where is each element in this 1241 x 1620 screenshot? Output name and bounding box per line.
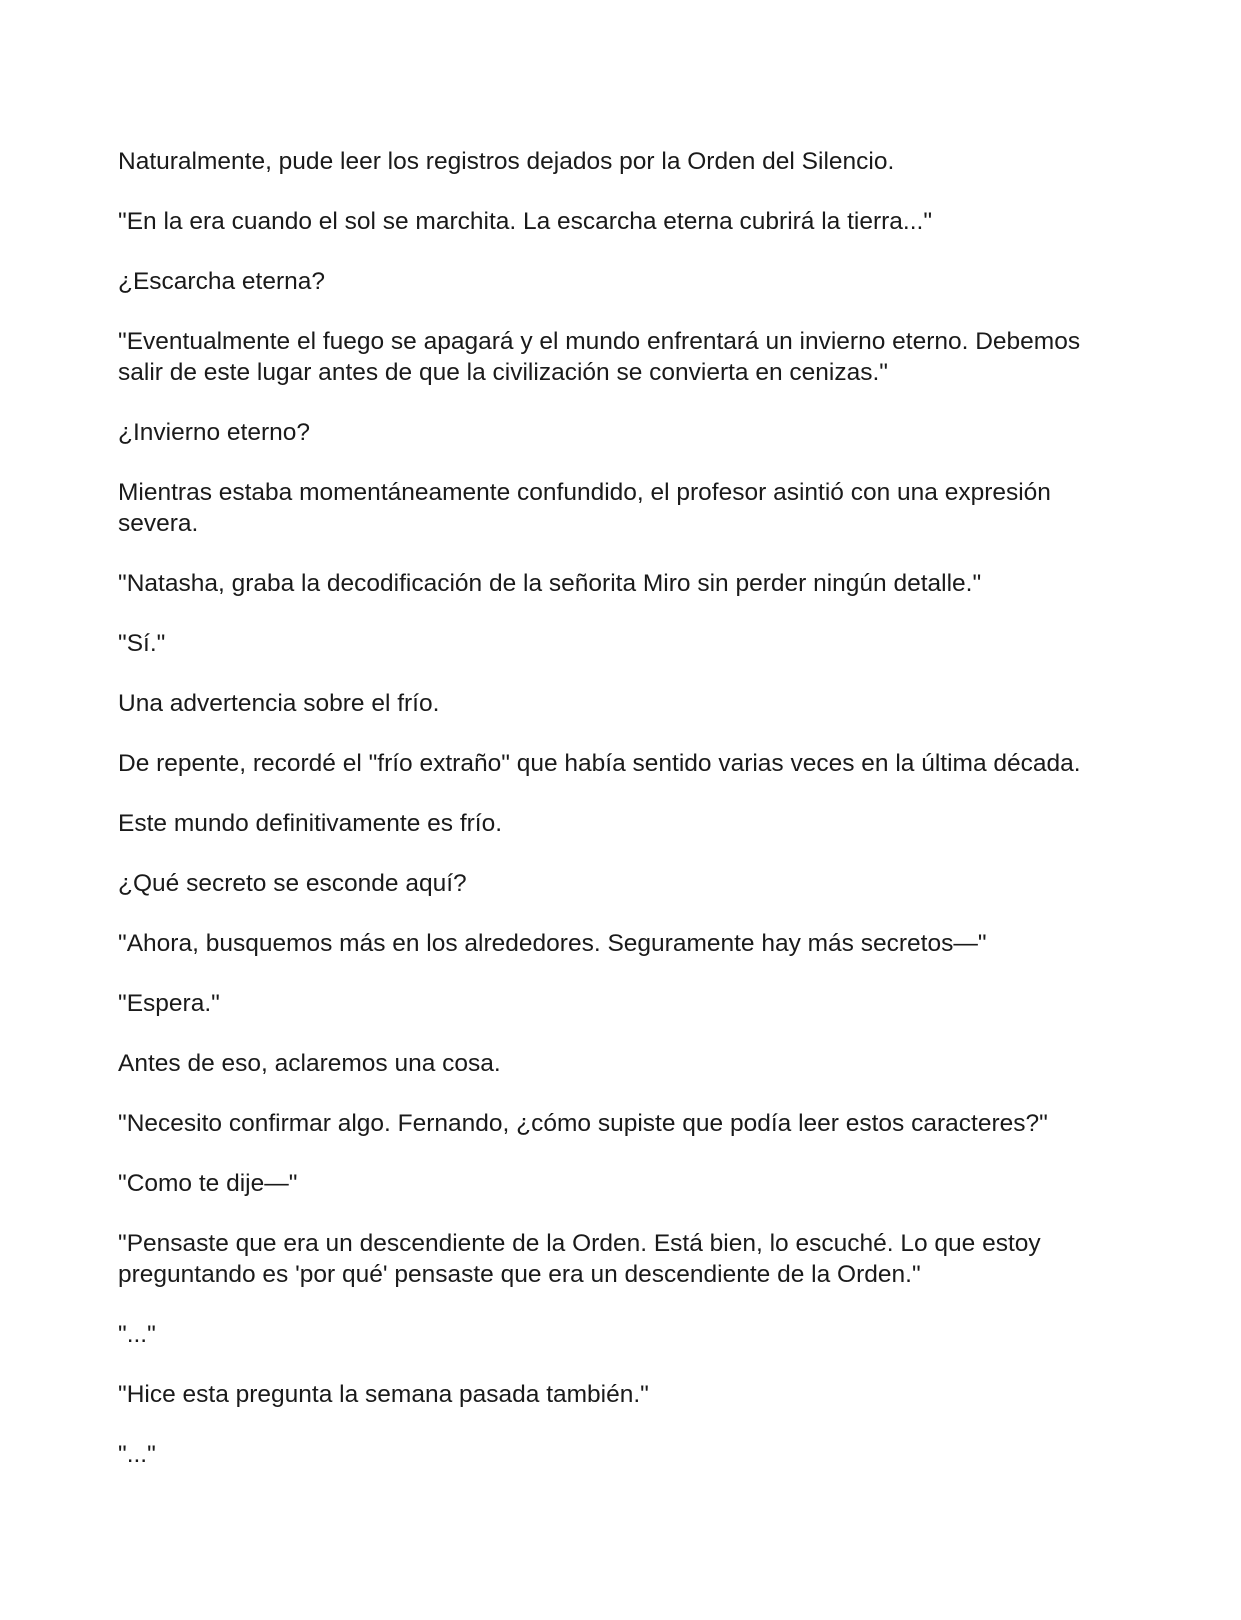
paragraph: "En la era cuando el sol se marchita. La escarcha eterna cubrirá la tierra..." bbox=[118, 208, 933, 235]
paragraph: "Eventualmente el fuego se apagará y el mundo enfrentará un invierno eterno. Debemos salir de este lugar antes de que la civilización se convierta en cenizas." bbox=[118, 328, 1081, 386]
paragraph: "..." bbox=[118, 1321, 156, 1348]
paragraph: "Ahora, busquemos más en los alrededores. Seguramente hay más secretos—" bbox=[118, 930, 987, 957]
paragraph: "..." bbox=[118, 1441, 156, 1468]
paragraph: "Espera." bbox=[118, 990, 220, 1017]
paragraph: ¿Escarcha eterna? bbox=[118, 268, 325, 295]
paragraph: "Pensaste que era un descendiente de la Orden. Está bien, lo escuché. Lo que estoy preguntando es 'por qué' pensaste que era un descendiente de la Orden." bbox=[118, 1230, 1041, 1288]
paragraph: Una advertencia sobre el frío. bbox=[118, 690, 440, 717]
paragraph: Naturalmente, pude leer los registros dejados por la Orden del Silencio. bbox=[118, 148, 895, 175]
paragraph: ¿Invierno eterno? bbox=[118, 419, 311, 446]
paragraph: Este mundo definitivamente es frío. bbox=[118, 810, 503, 837]
paragraph: De repente, recordé el "frío extraño" que había sentido varias veces en la última década. bbox=[118, 750, 1081, 777]
paragraph: "Como te dije—" bbox=[118, 1170, 298, 1197]
paragraph: Antes de eso, aclaremos una cosa. bbox=[118, 1050, 501, 1077]
paragraph: Mientras estaba momentáneamente confundido, el profesor asintió con una expresión severa. bbox=[118, 479, 1051, 537]
paragraph: "Sí." bbox=[118, 630, 166, 657]
document-body bbox=[118, 146, 1128, 1499]
paragraph: "Hice esta pregunta la semana pasada también." bbox=[118, 1381, 649, 1408]
paragraph: "Necesito confirmar algo. Fernando, ¿cómo supiste que podía leer estos caracteres?" bbox=[118, 1110, 1048, 1137]
paragraph: "Natasha, graba la decodificación de la señorita Miro sin perder ningún detalle." bbox=[118, 570, 982, 597]
paragraph: ¿Qué secreto se esconde aquí? bbox=[118, 870, 467, 897]
